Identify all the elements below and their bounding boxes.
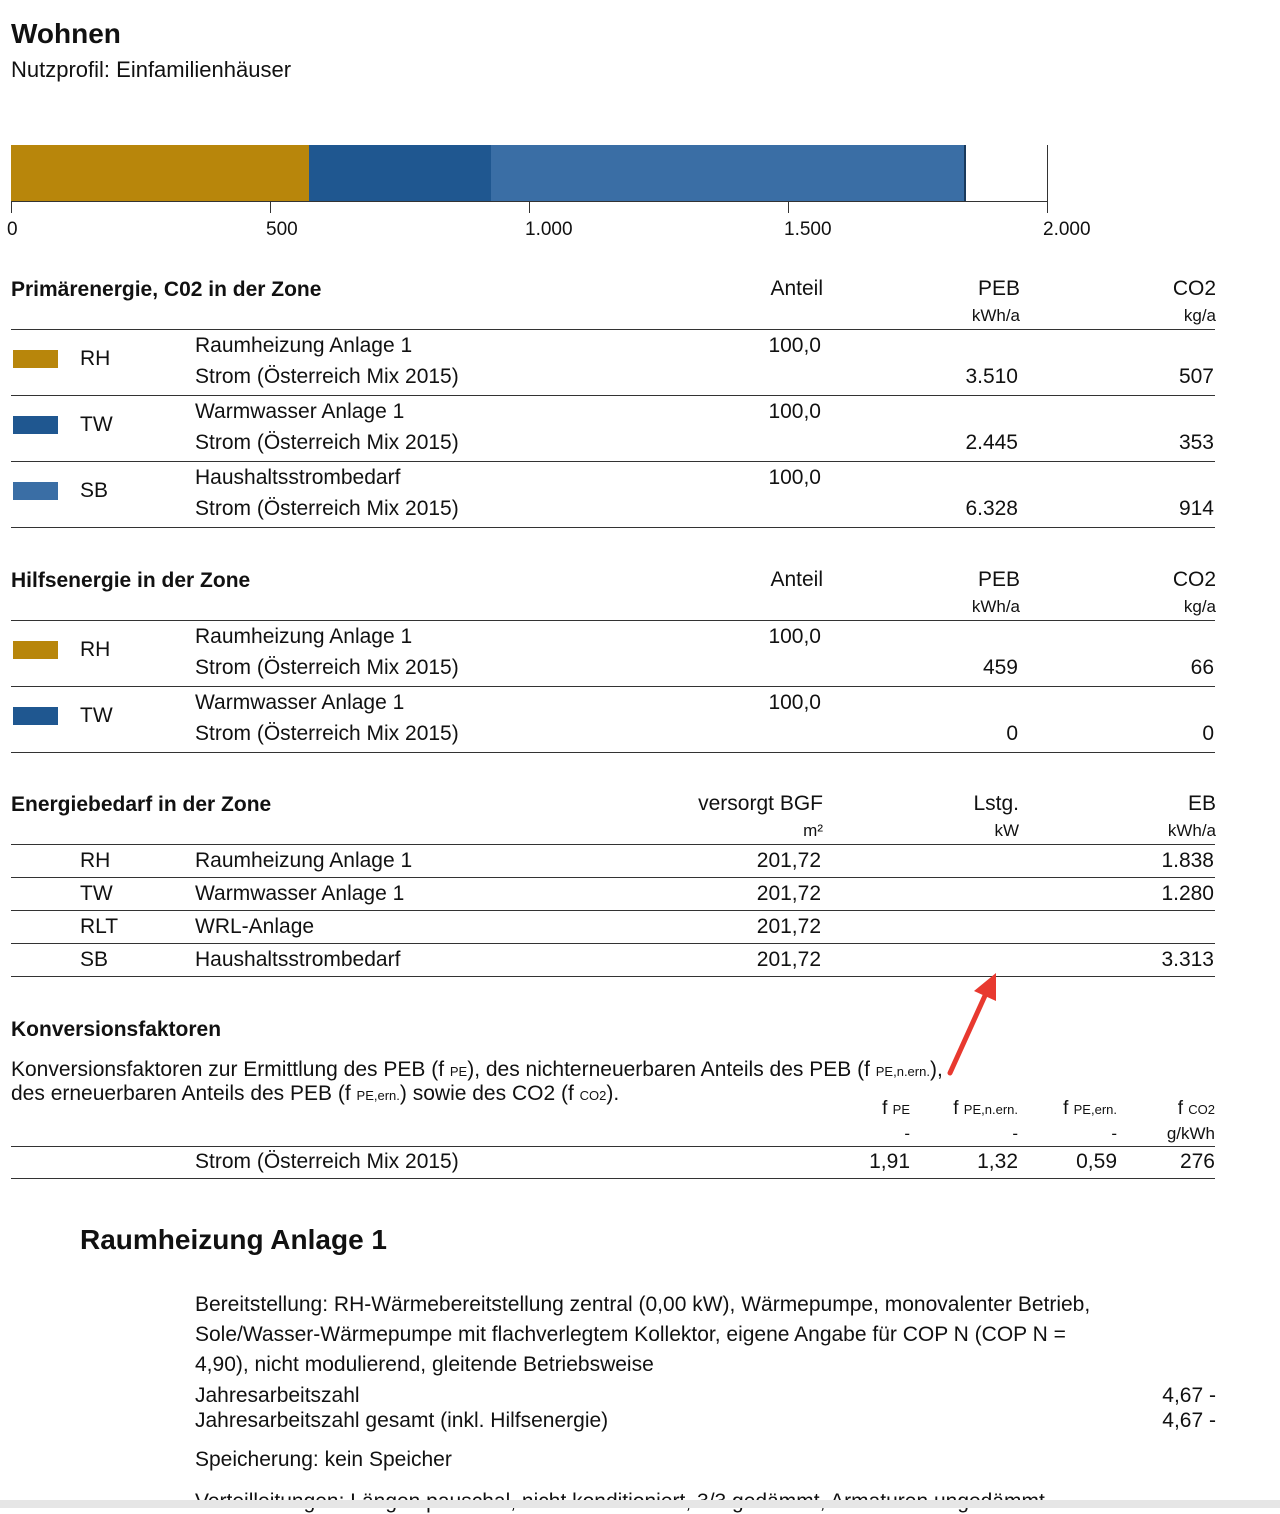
row-code: SB <box>80 479 109 502</box>
factors-desc1-sub-pe: PE <box>449 1064 468 1079</box>
primary-unit-co2: kg/a <box>1183 306 1216 325</box>
factors-desc2-text-a: des erneuerbaren Anteils des PEB (f <box>11 1082 357 1105</box>
bar-segment-tw <box>309 145 491 201</box>
factors-desc1-text-e: ), <box>929 1058 943 1081</box>
bar-segment-sb <box>491 145 965 201</box>
primary-section-title: Primärenergie, C02 in der Zone <box>11 278 322 301</box>
row-rule <box>11 686 1215 687</box>
primary-header-rule <box>11 329 1215 330</box>
demand-col-lstg: Lstg. <box>973 792 1019 815</box>
factors-carrier: Strom (Österreich Mix 2015) <box>195 1150 459 1173</box>
zone-title: Wohnen <box>11 18 121 49</box>
row-code: TW <box>80 704 113 727</box>
factors-desc1-sub-pe-n-ern: PE,n.ern. <box>875 1064 930 1079</box>
primary-unit-peb: kWh/a <box>971 306 1020 325</box>
demand-unit-lstg: kW <box>994 821 1019 840</box>
row-co2: 0 <box>1202 722 1214 745</box>
axis-tick-label: 1.000 <box>525 219 573 240</box>
demand-row-name: Raumheizung Anlage 1 <box>195 849 413 872</box>
factor-value: 1,91 <box>869 1150 910 1173</box>
row-name: Haushaltsstrombedarf <box>195 466 401 489</box>
demand-col-eb: EB <box>1187 792 1216 815</box>
factors-desc1-text-c: ), des nichterneuerbaren Anteils des PEB (f <box>467 1058 876 1081</box>
aux-unit-co2: kg/a <box>1183 597 1216 616</box>
factors-desc2-text-e: ). <box>606 1082 620 1105</box>
factors-description-line-2 <box>11 1080 619 1110</box>
factor-col-sub: PE,n.ern. <box>963 1102 1018 1117</box>
row-carrier: Strom (Österreich Mix 2015) <box>195 656 459 679</box>
legend-swatch-tw <box>13 707 58 725</box>
row-code: RH <box>80 347 111 370</box>
demand-row-rule <box>11 943 1215 944</box>
jaz-total-value: 4,67 - <box>1162 1409 1216 1432</box>
row-co2: 914 <box>1178 497 1214 520</box>
factor-col-f: f <box>882 1098 893 1119</box>
axis-tick-label: 500 <box>266 219 298 240</box>
demand-row-rule <box>11 877 1215 878</box>
system-description <box>195 1290 1090 1380</box>
primary-col-peb: PEB <box>977 277 1020 300</box>
axis-tick <box>270 201 271 213</box>
row-rule <box>11 461 1215 462</box>
bar-segment-rh <box>11 145 309 201</box>
factors-bottom-rule <box>11 1178 1215 1179</box>
jaz-total-label: Jahresarbeitszahl gesamt (inkl. Hilfsenergie) <box>195 1409 609 1432</box>
factor-col-f: f <box>953 1098 964 1119</box>
factor-value: 276 <box>1179 1150 1215 1173</box>
factor-col-unit: g/kWh <box>1166 1124 1215 1143</box>
demand-row-name: Warmwasser Anlage 1 <box>195 882 405 905</box>
system-description-line: Sole/Wasser-Wärmepumpe mit flachverlegtem Kollektor, eigene Angabe für COP N (COP N = <box>195 1323 1066 1346</box>
demand-row-code: SB <box>80 948 109 971</box>
factors-desc1-text-a: Konversionsfaktoren zur Ermittlung des PEB (f <box>11 1058 450 1081</box>
demand-section-title: Energiebedarf in der Zone <box>11 793 272 816</box>
jaz-value: 4,67 - <box>1162 1384 1216 1407</box>
row-name: Raumheizung Anlage 1 <box>195 625 413 648</box>
legend-swatch-rh <box>13 641 58 659</box>
aux-col-peb: PEB <box>977 568 1020 591</box>
row-carrier: Strom (Österreich Mix 2015) <box>195 722 459 745</box>
row-anteil: 100,0 <box>768 466 821 489</box>
aux-header-rule <box>11 620 1215 621</box>
row-anteil: 100,0 <box>768 400 821 423</box>
factors-header-rule <box>11 1146 1215 1147</box>
row-code: RH <box>80 638 111 661</box>
row-code: TW <box>80 413 113 436</box>
aux-col-co2: CO2 <box>1172 568 1216 591</box>
system-description-line: Bereitstellung: RH-Wärmebereitstellung zentral (0,00 kW), Wärmepumpe, monovalenter Betrieb, <box>195 1293 1091 1316</box>
demand-row-eb: 1.280 <box>1161 882 1214 905</box>
demand-row-name: WRL-Anlage <box>195 915 315 938</box>
row-name: Raumheizung Anlage 1 <box>195 334 413 357</box>
legend-swatch-sb <box>13 482 58 500</box>
factor-col-header <box>1075 1098 1215 1120</box>
demand-header-rule <box>11 844 1215 845</box>
factor-col-sub: PE <box>892 1102 910 1117</box>
row-co2: 353 <box>1178 431 1214 454</box>
legend-swatch-tw <box>13 416 58 434</box>
demand-col-bgf: versorgt BGF <box>698 792 823 815</box>
row-peb: 6.328 <box>965 497 1018 520</box>
row-co2: 507 <box>1178 365 1214 388</box>
zone-subtitle: Nutzprofil: Einfamilienhäuser <box>11 57 292 82</box>
row-rule <box>11 527 1215 528</box>
jaz-label: Jahresarbeitszahl <box>195 1384 360 1407</box>
factor-col-sub: PE,ern. <box>1073 1102 1117 1117</box>
demand-row-code: RH <box>80 849 111 872</box>
row-peb: 3.510 <box>965 365 1018 388</box>
aux-unit-peb: kWh/a <box>971 597 1020 616</box>
factors-desc2-sub-pe-ern: PE,ern. <box>356 1088 400 1103</box>
row-anteil: 100,0 <box>768 691 821 714</box>
axis-tick-label: 1.500 <box>784 219 832 240</box>
axis-tick <box>1047 201 1048 213</box>
bar-end-cap <box>964 145 966 201</box>
row-rule <box>11 752 1215 753</box>
row-name: Warmwasser Anlage 1 <box>195 691 405 714</box>
primary-col-co2: CO2 <box>1172 277 1216 300</box>
factor-col-unit: - <box>904 1124 910 1143</box>
page-bottom-edge <box>0 1500 1280 1508</box>
row-name: Warmwasser Anlage 1 <box>195 400 405 423</box>
row-peb: 459 <box>982 656 1018 679</box>
row-peb: 0 <box>1006 722 1018 745</box>
factor-col-f: f <box>1177 1098 1189 1119</box>
storage-text: Speicherung: kein Speicher <box>195 1448 452 1471</box>
row-anteil: 100,0 <box>768 625 821 648</box>
factors-desc2-sub-co2: CO2 <box>579 1088 607 1103</box>
row-carrier: Strom (Österreich Mix 2015) <box>195 365 459 388</box>
row-carrier: Strom (Österreich Mix 2015) <box>195 431 459 454</box>
axis-tick <box>529 201 530 213</box>
demand-row-rule <box>11 910 1215 911</box>
axis-tick-label: 2.000 <box>1043 219 1091 240</box>
row-anteil: 100,0 <box>768 334 821 357</box>
demand-row-bgf: 201,72 <box>756 849 821 872</box>
factors-section-title: Konversionsfaktoren <box>11 1018 222 1041</box>
factor-col-unit: - <box>1111 1124 1117 1143</box>
factor-col-f: f <box>1063 1098 1074 1119</box>
row-rule <box>11 395 1215 396</box>
demand-row-code: TW <box>80 882 113 905</box>
axis-tick <box>788 201 789 213</box>
demand-row-bgf: 201,72 <box>756 882 821 905</box>
primary-col-anteil: Anteil <box>770 277 823 300</box>
axis-tick-label: 0 <box>7 219 18 240</box>
row-peb: 2.445 <box>965 431 1018 454</box>
demand-unit-eb: kWh/a <box>1167 821 1216 840</box>
row-carrier: Strom (Österreich Mix 2015) <box>195 497 459 520</box>
axis-tick <box>11 201 12 213</box>
aux-col-anteil: Anteil <box>770 568 823 591</box>
aux-section-title: Hilfsenergie in der Zone <box>11 569 251 592</box>
row-co2: 66 <box>1190 656 1214 679</box>
factor-value: 0,59 <box>1076 1150 1117 1173</box>
demand-unit-bgf: m² <box>803 821 823 840</box>
demand-row-name: Haushaltsstrombedarf <box>195 948 401 971</box>
system-title: Raumheizung Anlage 1 <box>80 1224 388 1255</box>
demand-row-bgf: 201,72 <box>756 915 821 938</box>
factors-desc2-text-c: ) sowie des CO2 (f <box>399 1082 580 1105</box>
demand-row-eb: 3.313 <box>1161 948 1214 971</box>
legend-swatch-rh <box>13 350 58 368</box>
factor-col-sub: CO2 <box>1188 1102 1215 1117</box>
demand-row-bgf: 201,72 <box>756 948 821 971</box>
demand-row-eb: 1.838 <box>1161 849 1214 872</box>
demand-row-code: RLT <box>80 915 119 938</box>
factor-value: 1,32 <box>977 1150 1018 1173</box>
system-description-line: 4,90), nicht modulierend, gleitende Betriebsweise <box>195 1353 654 1376</box>
demand-row-rule <box>11 976 1215 977</box>
factor-col-unit: - <box>1012 1124 1018 1143</box>
